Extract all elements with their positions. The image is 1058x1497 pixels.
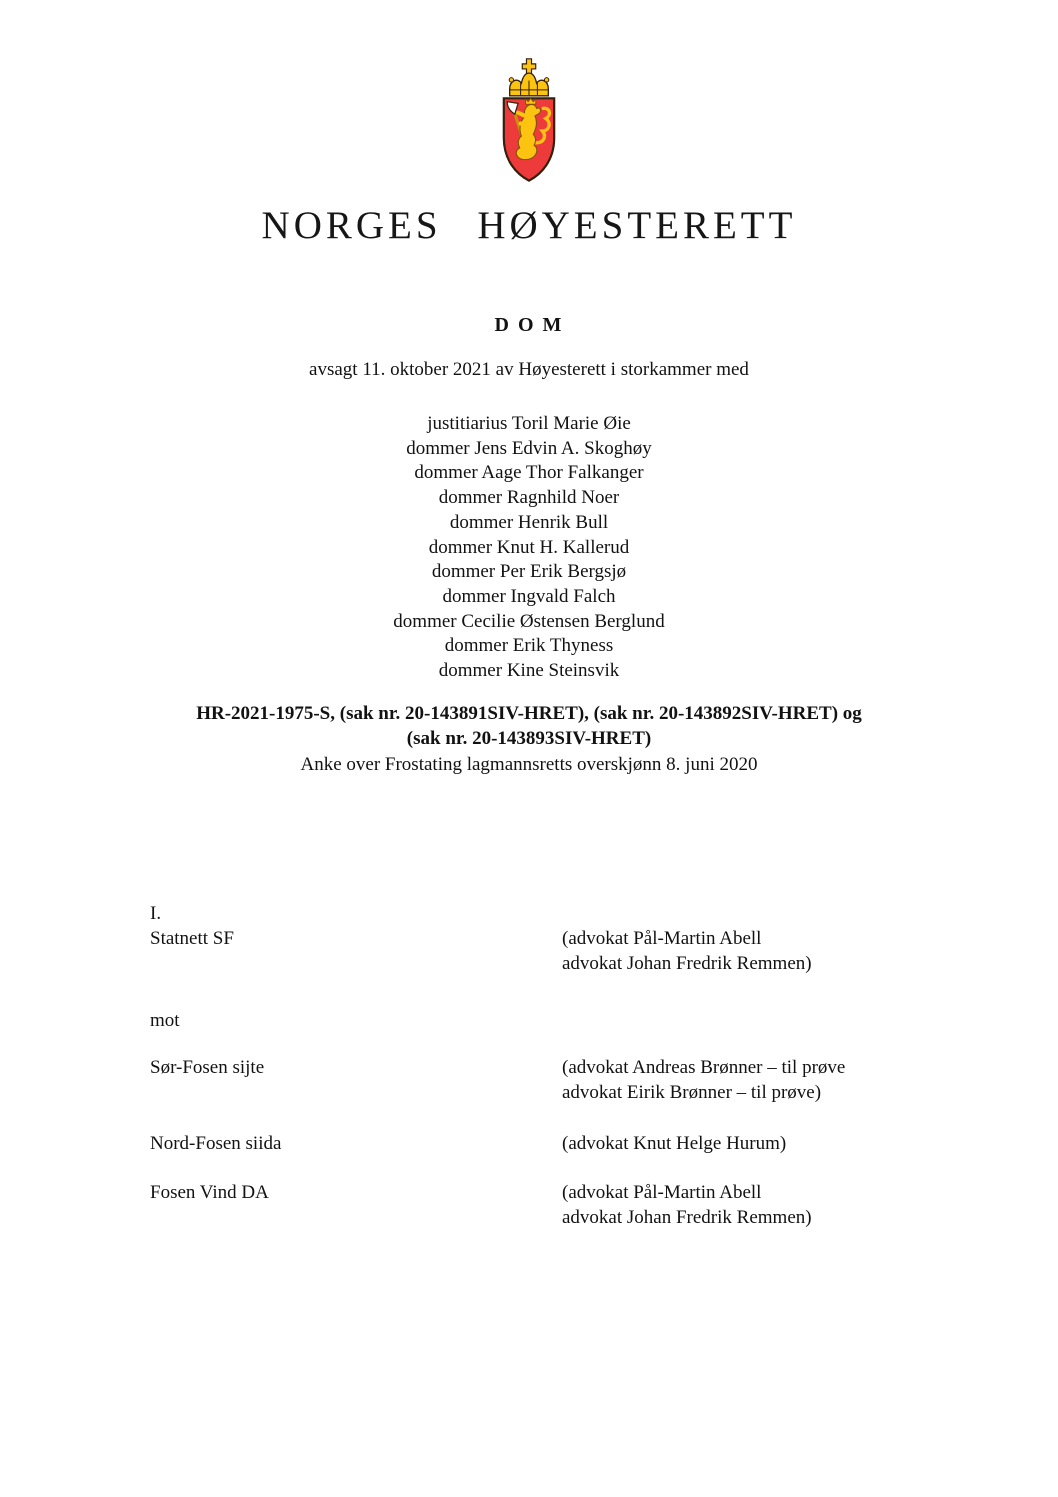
norway-coat-of-arms bbox=[487, 58, 571, 184]
spacer bbox=[150, 1033, 978, 1055]
party-counsel bbox=[562, 1180, 978, 1230]
judge-line: dommer Henrik Bull bbox=[449, 511, 609, 533]
party-counsel bbox=[562, 1055, 978, 1105]
judge-line: dommer Erik Thyness bbox=[444, 635, 614, 657]
appeal-description-line: Anke over Frostating lagmannsretts overskjønn 8. juni 2020 bbox=[300, 753, 758, 775]
party-section-label: I. bbox=[150, 903, 162, 924]
judge-line: dommer Knut H. Kallerud bbox=[428, 536, 630, 558]
party-name: Nord-Fosen siida bbox=[150, 1133, 282, 1154]
parties-section bbox=[150, 901, 978, 1230]
case-reference-line-2: (sak nr. 20-143893SIV-HRET) bbox=[406, 728, 652, 750]
spacer bbox=[150, 1105, 978, 1131]
spacer bbox=[150, 976, 978, 1008]
party-name: Fosen Vind DA bbox=[150, 1182, 269, 1203]
document-type-heading: D O M bbox=[494, 314, 564, 336]
party-name: Statnett SF bbox=[150, 928, 234, 949]
counsel-line: advokat Eirik Brønner – til prøve) bbox=[562, 1082, 822, 1103]
judge-line: dommer Aage Thor Falkanger bbox=[414, 462, 644, 484]
counsel-line: (advokat Pål-Martin Abell bbox=[562, 928, 762, 949]
counsel-line: advokat Johan Fredrik Remmen) bbox=[562, 1207, 812, 1228]
case-reference-line-1: HR-2021-1975-S, (sak nr. 20-143891SIV-HRET), (sak nr. 20-143892SIV-HRET) og bbox=[196, 702, 862, 724]
judge-line: dommer Per Erik Bergsjø bbox=[431, 561, 627, 583]
judge-line: dommer Ingvald Falch bbox=[442, 585, 616, 607]
party-row-respondent-2 bbox=[150, 1131, 978, 1156]
party-counsel bbox=[562, 926, 978, 976]
versus-label: mot bbox=[150, 1010, 180, 1031]
judgment-intro-line: avsagt 11. oktober 2021 av Høyesterett i storkammer med bbox=[309, 359, 749, 380]
court-name-title: NORGES HØYESTERETT bbox=[261, 204, 797, 247]
party-name: Sør-Fosen sijte bbox=[150, 1057, 265, 1078]
crown-pearl-left bbox=[509, 78, 513, 82]
spacer bbox=[150, 1156, 978, 1180]
judge-line: dommer Kine Steinsvik bbox=[438, 660, 620, 682]
judge-line: dommer Jens Edvin A. Skoghøy bbox=[406, 437, 652, 459]
judge-line: dommer Ragnhild Noer bbox=[438, 487, 620, 509]
judge-line: dommer Cecilie Østensen Berglund bbox=[393, 610, 665, 632]
crown-cross-icon bbox=[522, 59, 535, 75]
party-row-respondent-1 bbox=[150, 1055, 978, 1105]
party-row-appellant bbox=[150, 926, 978, 976]
judge-line: justitiarius Toril Marie Øie bbox=[427, 413, 631, 434]
party-counsel bbox=[562, 1131, 978, 1156]
judges-list bbox=[0, 412, 1058, 684]
counsel-line: advokat Johan Fredrik Remmen) bbox=[562, 953, 812, 974]
crown-pearl-right bbox=[544, 78, 548, 82]
case-reference-block bbox=[0, 701, 1058, 778]
counsel-line: (advokat Andreas Brønner – til prøve bbox=[562, 1057, 846, 1078]
counsel-line: (advokat Pål-Martin Abell bbox=[562, 1182, 762, 1203]
counsel-line: (advokat Knut Helge Hurum) bbox=[562, 1133, 787, 1154]
party-row-respondent-3 bbox=[150, 1180, 978, 1230]
